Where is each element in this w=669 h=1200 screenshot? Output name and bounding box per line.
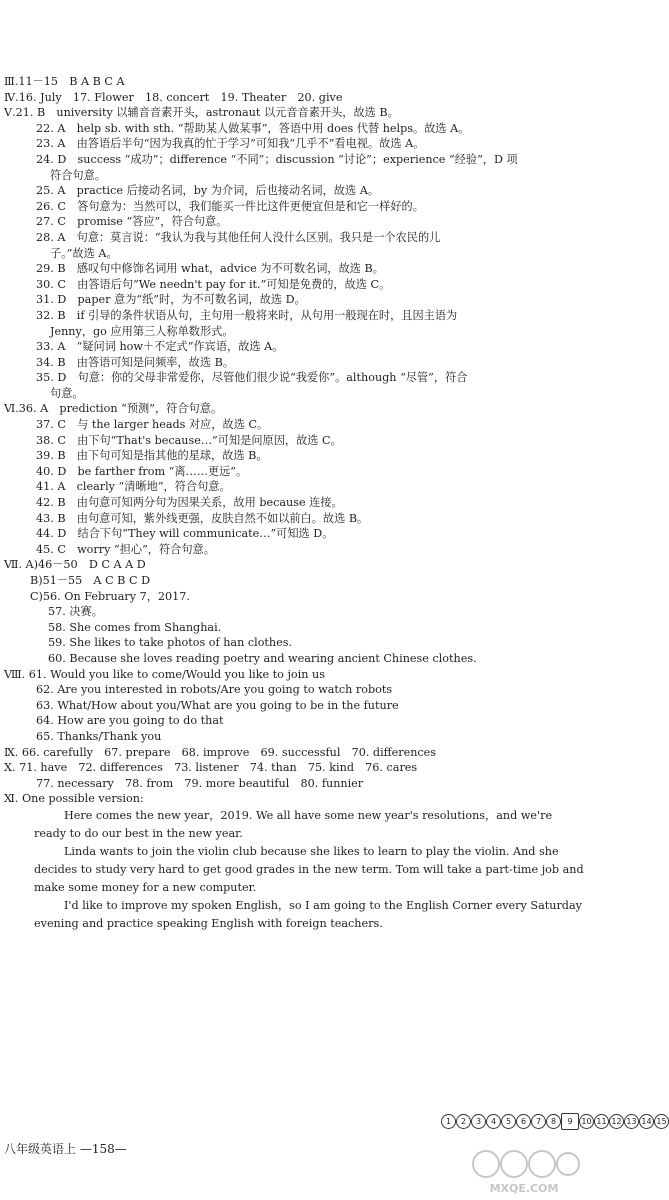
answer-line: 43. B 由句意可知，紫外线更强，皮肤自然不如以前白。故选 B。 bbox=[36, 511, 369, 525]
page-number-14: 14 bbox=[639, 1114, 654, 1129]
page-number-15: 15 bbox=[654, 1114, 669, 1129]
answer-line: 33. A “疑问词 how＋不定式”作宾语，故选 A。 bbox=[36, 340, 284, 354]
page-number-6: 6 bbox=[516, 1114, 531, 1129]
answer-line: 26. C 答句意为：当然可以，我们能买一件比这件更便宜但是和它一样好的。 bbox=[36, 199, 424, 213]
answer-line: 子。”故选 A。 bbox=[50, 246, 118, 260]
page-number-strip bbox=[441, 1112, 669, 1130]
answer-line: 39. B 由下句可知是指其他的星球，故选 B。 bbox=[36, 449, 268, 463]
answer-line: Ⅳ.16. July 17. Flower 18. concert 19. Theater 20. give bbox=[4, 90, 343, 104]
answer-line: Ⅵ.36. A prediction “预测”，符合句意。 bbox=[4, 402, 223, 416]
answer-line: 25. A practice 后接动名词，by 为介词，后也接动名词，故选 A。 bbox=[36, 184, 380, 198]
site-watermark-logo bbox=[464, 1146, 584, 1196]
answer-line: Ⅸ. 66. carefully 67. prepare 68. improve 69. successful 70. differences bbox=[4, 745, 437, 759]
answer-line: Ⅶ. A)46－50 D C A A D bbox=[4, 558, 146, 572]
answer-line: C)56. On February 7，2017. bbox=[30, 589, 190, 603]
page-number-8: 8 bbox=[546, 1114, 561, 1129]
answer-line: 32. B if 引导的条件状语从句，主句用一般将来时，从句用一般现在时，且因主语为 bbox=[36, 308, 458, 322]
answer-line: 38. C 由下句“That's because…”可知是问原因，故选 C。 bbox=[36, 433, 342, 447]
answer-line: 31. D paper 意为“纸”时，为不可数名词，故选 D。 bbox=[36, 293, 306, 307]
answer-line: Ⅲ.11－15 B A B C A bbox=[4, 75, 125, 88]
answer-line: Ⅷ. 61. Would you like to come/Would you like to join us bbox=[4, 667, 325, 681]
page-number-1: 1 bbox=[441, 1114, 456, 1129]
answer-line: Jenny，go 应用第三人称单数形式。 bbox=[50, 324, 234, 338]
essay-paragraph-2: Linda wants to join the violin club because she likes to learn to play the violin. And she decides to study very hard to get good grades in the new term. Tom will take a part-time job and make some money for a new computer. bbox=[34, 844, 584, 894]
page-number-13: 13 bbox=[624, 1114, 639, 1129]
answer-line: 符合句意。 bbox=[50, 168, 106, 182]
answer-line: 63. What/How about you/What are you going to be in the future bbox=[36, 698, 399, 712]
page-number-5: 5 bbox=[501, 1114, 516, 1129]
answer-line: 62. Are you interested in robots/Are you going to watch robots bbox=[36, 683, 393, 697]
answer-line: 40. D be farther from “离……更远”。 bbox=[36, 464, 248, 478]
answer-content bbox=[4, 74, 586, 933]
page-number-4: 4 bbox=[486, 1114, 501, 1129]
answer-line: 41. A clearly “清晰地”，符合句意。 bbox=[36, 480, 231, 494]
answer-line: 23. A 由答语后半句“因为我真的忙于学习”可知我“几乎不”看电视。故选 A。 bbox=[36, 137, 425, 151]
answer-line: 57. 决赛。 bbox=[48, 605, 103, 619]
watermark-text: MXQE.COM bbox=[489, 1182, 559, 1195]
answer-line: 42. B 由句意可知两分句为因果关系，故用 because 连接。 bbox=[36, 496, 343, 510]
answer-line: 60. Because she loves reading poetry and wearing ancient Chinese clothes. bbox=[48, 651, 477, 665]
answer-line: Ⅴ.21. B university 以辅音音素开头，astronaut 以元音音素开头，故选 B。 bbox=[4, 106, 399, 120]
page-number-12: 12 bbox=[609, 1114, 624, 1129]
answer-line: 59. She likes to take photos of han clothes. bbox=[48, 636, 293, 650]
answer-line: 34. B 由答语可知是问频率，故选 B。 bbox=[36, 355, 234, 369]
essay-paragraph-1: Here comes the new year，2019. We all have some new year's resolutions，and we're ready to do our best in the new year. bbox=[34, 808, 553, 840]
answer-line: 35. D 句意：你的父母非常爱你，尽管他们很少说“我爱你”。although “尽管”，符合 bbox=[36, 371, 468, 385]
answer-line: 22. A help sb. with sth. “帮助某人做某事”，答语中用 does 代替 helps。故选 A。 bbox=[36, 121, 470, 135]
answer-line: B)51－55 A C B C D bbox=[30, 574, 151, 587]
answer-line: 30. C 由答语后句“We needn't pay for it.”可知是免费的，故选 C。 bbox=[36, 277, 391, 291]
answer-line: Ⅹ. 71. have 72. differences 73. listener 74. than 75. kind 76. cares bbox=[4, 761, 418, 775]
answer-line: 45. C worry “担心”，符合句意。 bbox=[36, 542, 215, 556]
answer-line: 27. C promise “答应”，符合句意。 bbox=[36, 215, 228, 229]
answer-line: 24. D success “成功”；difference “不同”；discussion “讨论”；experience “经验”，D 项 bbox=[36, 152, 518, 166]
page-number-3: 3 bbox=[471, 1114, 486, 1129]
essay-paragraph-3: I'd like to improve my spoken English，so I am going to the English Corner every Saturday evening and practice speaking English with foreign teachers. bbox=[34, 898, 582, 930]
answer-line: 58. She comes from Shanghai. bbox=[48, 620, 222, 634]
answer-lines bbox=[4, 74, 586, 807]
page-number-9: 9 bbox=[561, 1113, 579, 1130]
page-number-11: 11 bbox=[594, 1114, 609, 1129]
answer-line: 37. C 与 the larger heads 对应，故选 C。 bbox=[36, 418, 269, 432]
answer-line: 28. A 句意：莫言说：“我认为我与其他任何人没什么区别。我只是一个农民的儿 bbox=[36, 230, 441, 244]
answer-line: 44. D 结合下句“They will communicate…”可知选 D。 bbox=[36, 527, 334, 541]
answer-line: 64. How are you going to do that bbox=[36, 714, 224, 728]
answer-line: 77. necessary 78. from 79. more beautiful 80. funnier bbox=[36, 776, 364, 790]
page-number-2: 2 bbox=[456, 1114, 471, 1129]
answer-line: 65. Thanks/Thank you bbox=[36, 729, 162, 743]
page-number-7: 7 bbox=[531, 1114, 546, 1129]
answer-line: Ⅺ. One possible version: bbox=[4, 792, 144, 806]
page-footer: 八年级英语上 —158— bbox=[4, 1142, 127, 1156]
answer-line: 29. B 感叹句中修饰名词用 what，advice 为不可数名词，故选 B。 bbox=[36, 262, 384, 276]
sample-essay bbox=[4, 807, 586, 933]
answer-line: 句意。 bbox=[50, 386, 84, 400]
page-number-10: 10 bbox=[579, 1114, 594, 1129]
